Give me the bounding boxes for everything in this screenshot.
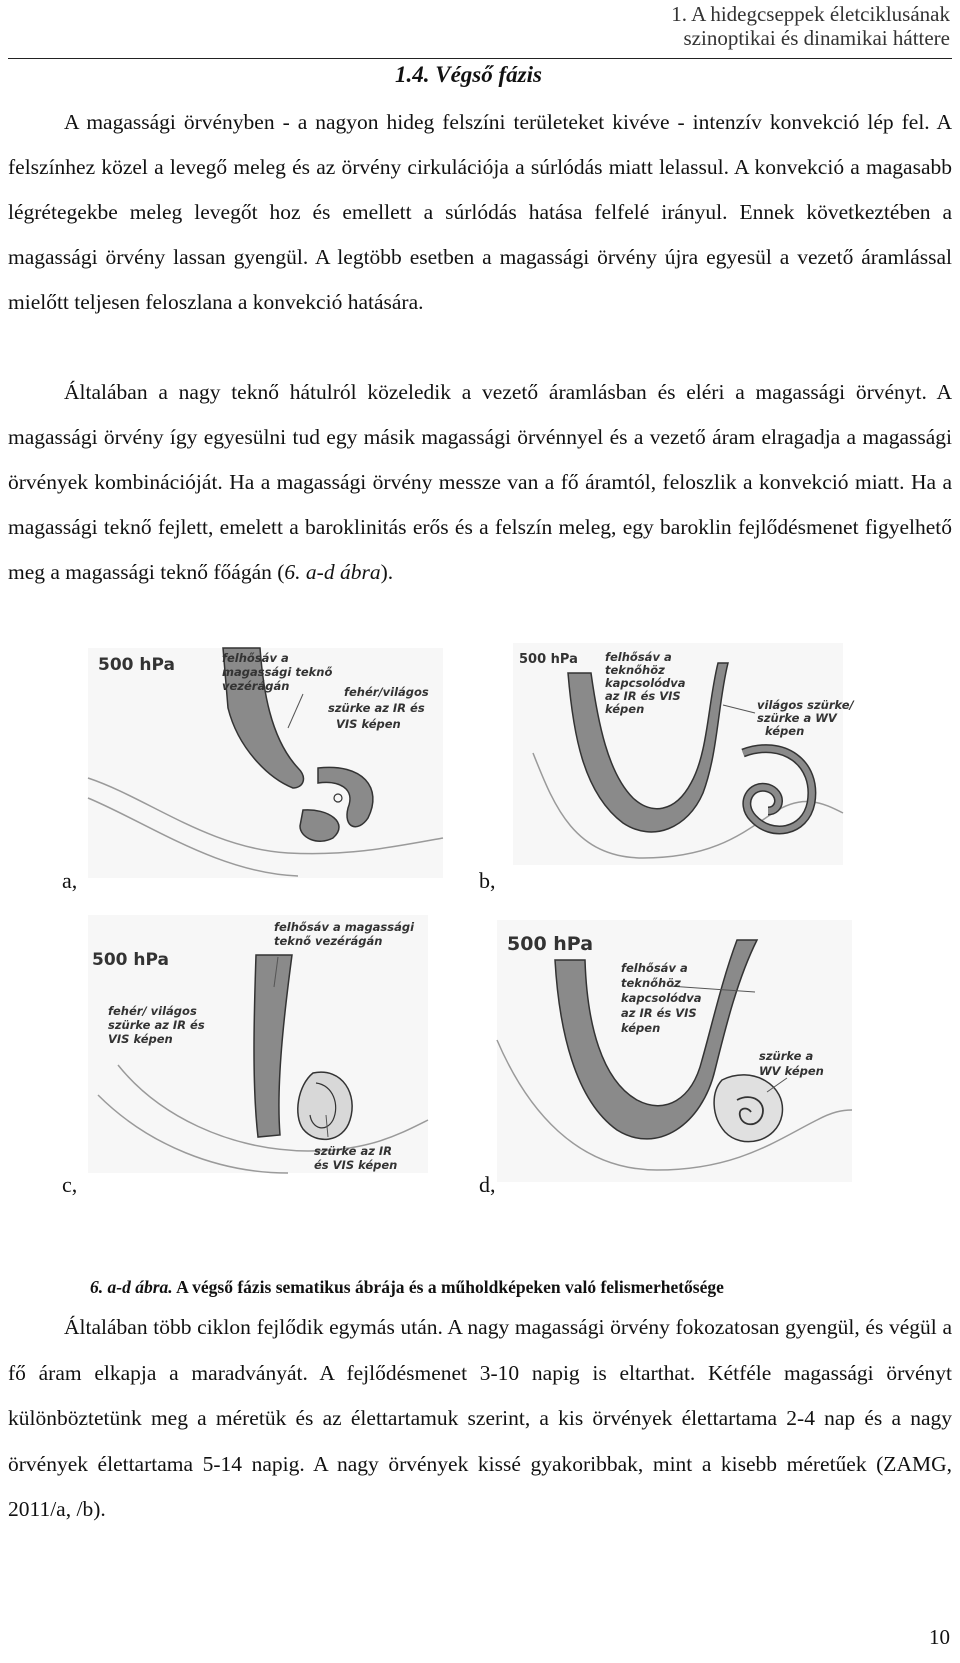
header-line-2: szinoptikai és dinamikai háttere <box>683 26 950 50</box>
panel-b-note: szürke a WV <box>757 711 837 725</box>
figure-reference: 6. a-d ábra <box>284 560 381 584</box>
panel-d-pressure-level: 500 hPa <box>507 933 594 955</box>
panel-b-note: az IR és VIS <box>605 689 681 703</box>
panel-b-diagram <box>513 643 854 865</box>
panel-c-vortex-cloud <box>298 1072 352 1139</box>
panel-d-note: WV képen <box>759 1064 824 1078</box>
paragraph-2 <box>8 370 952 595</box>
figure-panel-a <box>88 648 443 878</box>
panel-a-note: fehér/világos <box>344 685 429 699</box>
panel-c-pressure-level: 500 hPa <box>92 950 169 970</box>
panel-c-note: VIS képen <box>108 1032 173 1046</box>
panel-d-note: az IR és VIS <box>621 1006 697 1020</box>
panel-c-note: felhősáv a magassági <box>274 920 415 934</box>
panel-b-pressure-level: 500 hPa <box>519 652 578 667</box>
panel-c-note: szürke az IR és <box>108 1018 205 1032</box>
panel-d-diagram <box>497 920 852 1182</box>
panel-c-note: szürke az IR <box>314 1144 393 1158</box>
paragraph-1 <box>8 100 952 325</box>
panel-b-note: képen <box>765 724 805 738</box>
figure-panel-b <box>513 643 854 865</box>
panel-a-pressure-level: 500 hPa <box>98 655 175 675</box>
panel-a-note: vezérágán <box>222 679 290 693</box>
paragraph-2-text: Általában a nagy teknő hátulról közeledik a vezető áramlásban és eléri a magassági örvényt. A magassági örvény így egyesülni tud egy másik magassági örvénnyel és a vezető áram elragadja a magassági örvények kombinációját. Ha a magassági örvény messze van a fő áramtól, feloszlik a konvekció miatt. Ha a magassági teknő fejlett, emelett a baroklinitás erős és a felszín meleg, egy baroklin fejlődésmenet figyelhető meg a magassági teknő főágán ( <box>8 380 952 584</box>
figure-caption-ref: 6. a-d ábra. <box>90 1277 173 1297</box>
section-title: 1.4. Végső fázis <box>395 62 542 87</box>
figure-panel-d <box>497 920 852 1182</box>
figure-caption-text: A végső fázis sematikus ábrája és a műholdképeken való felismerhetősége <box>176 1277 724 1297</box>
panel-d-note: felhősáv a <box>621 961 688 975</box>
page-number: 10 <box>929 1625 950 1649</box>
paragraph-3 <box>8 1305 952 1533</box>
figure-panel-c <box>88 915 428 1173</box>
panel-a-note: szürke az IR és <box>328 701 425 715</box>
panel-d-note: teknőhöz <box>621 976 681 990</box>
panel-d-note: kapcsolódva <box>621 991 702 1005</box>
panel-b-note: teknőhöz <box>605 663 665 677</box>
panel-d-note: szürke a <box>759 1049 814 1063</box>
panel-b-note: kapcsolódva <box>605 676 686 690</box>
panel-d-note: képen <box>621 1021 661 1035</box>
panel-c-note: és VIS képen <box>314 1158 398 1172</box>
panel-b-note: képen <box>605 702 645 716</box>
header-divider <box>8 58 952 59</box>
panel-a-diagram <box>88 648 443 878</box>
panel-c-note: fehér/ világos <box>108 1004 197 1018</box>
paragraph-2-end: ). <box>380 560 394 584</box>
header-line-1: 1. A hidegcseppek életciklusának <box>671 2 950 26</box>
panel-b-label: b, <box>479 868 496 893</box>
panel-a-note: magassági teknő <box>222 665 333 679</box>
panel-a-label: a, <box>62 868 78 893</box>
running-header <box>671 2 950 50</box>
panel-b-note: világos szürke/ <box>757 698 854 712</box>
panel-d-label: d, <box>479 1172 496 1197</box>
panel-c-note: teknő vezérágán <box>274 934 383 948</box>
panel-a-note: felhősáv a <box>222 651 289 665</box>
paragraph-1-text: A magassági örvényben - a nagyon hideg felszíni területeket kivéve - intenzív konvekció lép fel. A felszínhez közel a levegő meleg és az örvény cirkulációja a súrlódás miatt lelassul. A konvekció a magasabb légrétegekbe meleg levegőt hoz és emellett a súrlódás hatása felfelé irányul. Ennek következtében a magassági örvény lassan gyengül. A legtöbb esetben a magassági örvény újra egyesül a vezető áramlással mielőtt teljesen feloszlana a konvekció hatására. <box>8 110 952 314</box>
paragraph-3-text: Általában több ciklon fejlődik egymás után. A nagy magassági örvény fokozatosan gyengül, és végül a fő áram elkapja a maradványát. A fejlődésmenet 3-10 napig is eltarthat. Kétféle magassági örvényt különböztetünk meg a méretük és az élettartamuk szerint, a kis örvények élettartama 2-4 nap és a nagy örvények élettartama 5-14 napig. A nagy örvények kissé gyakoribbak, mint a kisebb méretűek (ZAMG, 2011/a, /b). <box>8 1315 952 1521</box>
figure-caption <box>90 1277 724 1298</box>
panel-a-note: VIS képen <box>336 717 401 731</box>
panel-b-note: felhősáv a <box>605 650 672 664</box>
panel-c-diagram <box>88 915 428 1173</box>
panel-c-label: c, <box>62 1172 78 1197</box>
